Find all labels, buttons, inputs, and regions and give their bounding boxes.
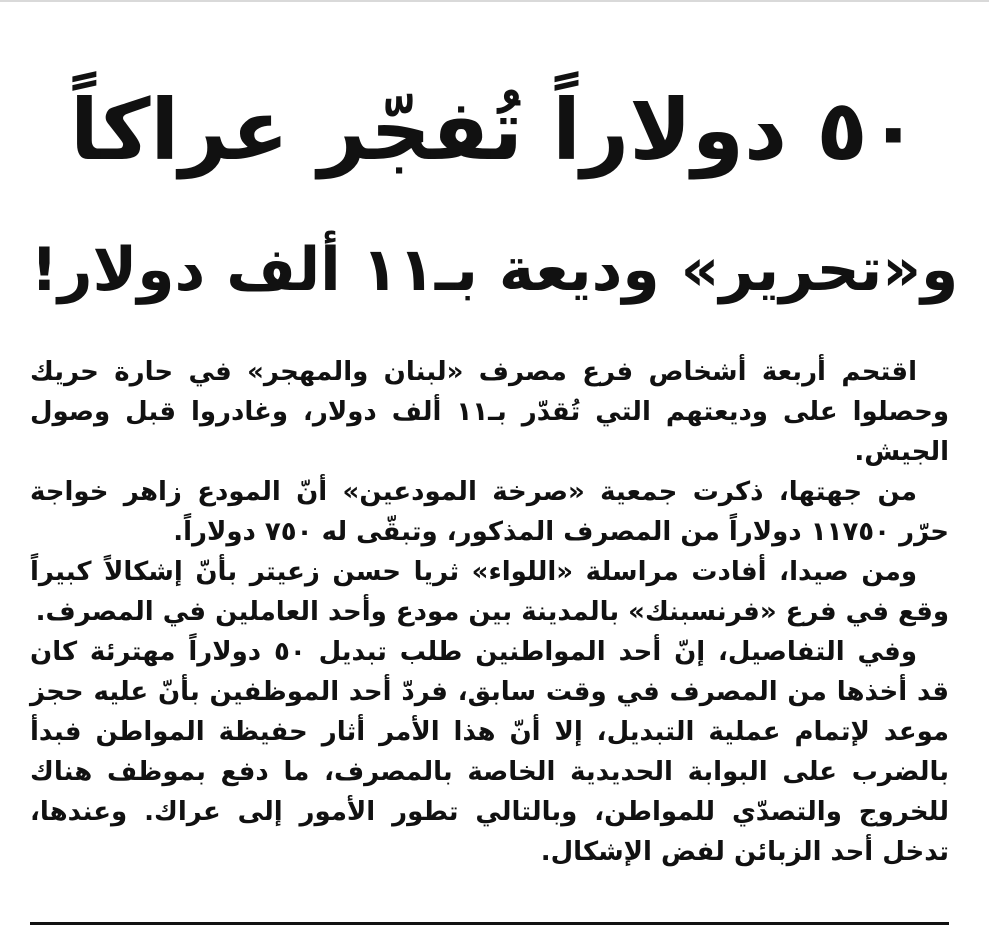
paragraph-3: ومن صيدا، أفادت مراسلة «اللواء» ثريا حسن زعيتر بأنّ إشكالاً كبيراً وقع في فرع «فرنسبنك» بالمدينة بين مودع وأحد العاملين في المصرف. xyxy=(30,557,949,627)
paragraph-1: اقتحم أربعة أشخاص فرع مصرف «لبنان والمهجر» في حارة حريك وحصلوا على وديعتهم التي تُقدّر بـ١١ ألف دولار، وغادروا قبل وصول الجيش. xyxy=(30,357,949,467)
bottom-divider xyxy=(30,922,949,925)
paragraph-4: وفي التفاصيل، إنّ أحد المواطنين طلب تبديل ٥٠ دولاراً مهترئة كان قد أخذها من المصرف في وقت سابق، فردّ أحد الموظفين بأنّ عليه حجز موعد لإتمام عملية التبديل، إلا أنّ هذا الأمر أثار حفيظة المواطن فبدأ بالضرب على البوابة الحديدية الخاصة بالمصرف، ما دفع بموظف هناك للخروج والتصدّي للمواطن، وبالتالي تطور الأمور إلى عراك. وعندها، تدخل أحد الزبائن لفض الإشكال. xyxy=(30,637,949,867)
headline-line-2: و«تحرير» وديعة بـ١١ ألف دولار! xyxy=(30,235,959,305)
article-body xyxy=(30,352,949,872)
headline-line-1: ٥٠ دولاراً تُفجّر عراكاً xyxy=(70,81,919,179)
paragraph-2: من جهتها، ذكرت جمعية «صرخة المودعين» أنّ المودع زاهر خواجة حرّر ١١٧٥٠ دولاراً من المصرف المذكور، وتبقّى له ٧٥٠ دولاراً. xyxy=(30,477,949,547)
top-divider xyxy=(0,0,989,2)
